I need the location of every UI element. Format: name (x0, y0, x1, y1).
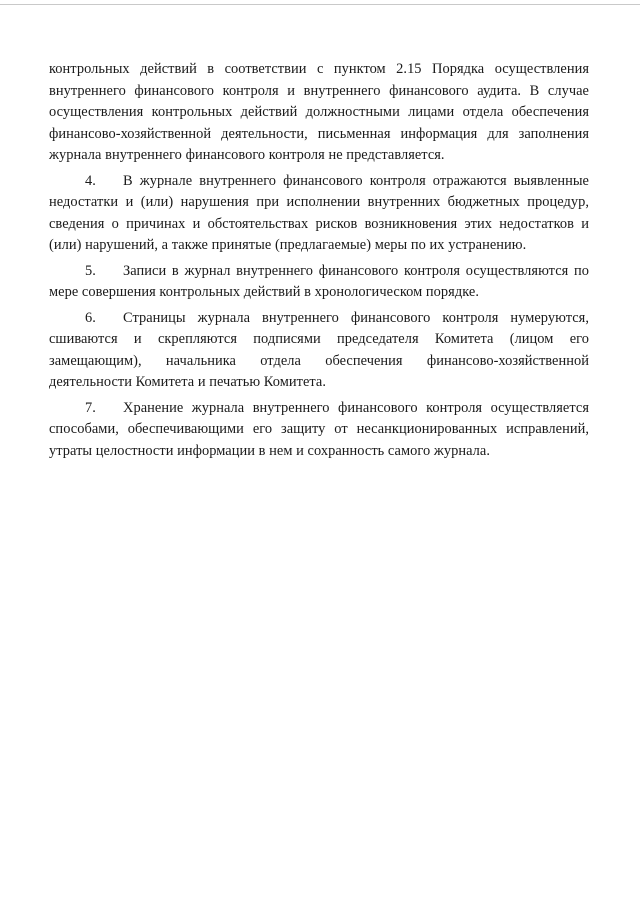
paragraph-continuation (49, 59, 589, 167)
paragraph-text: В журнале внутреннего финансового контроля отражаются выявленные недостатки и (или) нарушения при исполнении внутренних бюджетных процедур, сведения о причинах и обстоятельствах рисков возникновения этих недостатков и (или) нарушений, а также принятые (предлагаемые) меры по их устранению. (49, 172, 589, 253)
paragraph-text: Хранение журнала внутреннего финансового контроля осуществляется способами, обеспечивающими его защиту от несанкционированных исправлений, утраты целостности информации в нем и сохранность самого журнала. (49, 399, 589, 459)
paragraph-number: 7. (85, 399, 96, 416)
paragraph-text: контрольных действий в соответствии с пунктом 2.15 Порядка осуществления внутреннего финансового контроля и внутреннего финансового аудита. В случае осуществления контрольных действий должностными лицами отдела обеспечения финансово-хозяйственной деятельности, письменная информация для заполнения журнала внутреннего финансового контроля не представляется. (49, 61, 589, 163)
paragraph-text: Записи в журнал внутреннего финансового контроля осуществляются по мере совершения контрольных действий в хронологическом порядке. (49, 262, 589, 300)
document-body (49, 59, 589, 462)
paragraph-item-7 (49, 398, 589, 463)
paragraph-item-6 (49, 308, 589, 394)
paragraph-number: 4. (85, 172, 96, 189)
page-top-edge (0, 4, 640, 5)
paragraph-number: 5. (85, 262, 96, 279)
paragraph-item-4 (49, 171, 589, 257)
paragraph-number: 6. (85, 309, 96, 326)
paragraph-text: Страницы журнала внутреннего финансового контроля нумеруются, сшиваются и скрепляются подписями председателя Комитета (лицом его замещающим), начальника отдела обеспечения финансово-хозяйственной деятельности Комитета и печатью Комитета. (49, 309, 589, 390)
paragraph-item-5 (49, 261, 589, 304)
